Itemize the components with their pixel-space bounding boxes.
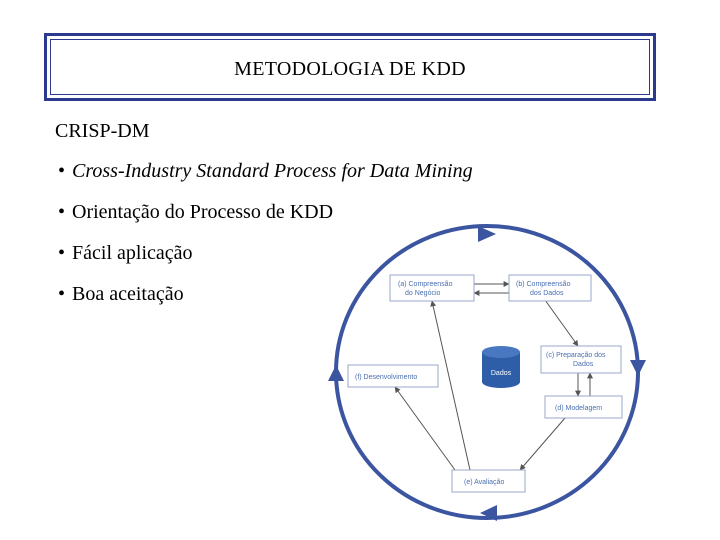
bullet-marker: •	[58, 283, 66, 305]
bullet-item	[58, 160, 473, 201]
phase-label: (a) Compreensão	[398, 281, 453, 288]
phase-box-data-preparation	[541, 346, 621, 373]
phase-label: (b) Compreensão	[516, 281, 571, 288]
phase-label: (f) Desenvolvimento	[355, 374, 418, 381]
phase-label: (e) Avaliação	[464, 479, 505, 486]
bullet-text: Orientação do Processo de KDD	[72, 201, 334, 223]
phase-box-evaluation	[452, 470, 525, 492]
phase-box-deployment	[348, 365, 438, 387]
phase-label: Dados	[573, 361, 594, 368]
bullet-marker: •	[58, 201, 66, 223]
phase-box-business-understanding	[390, 275, 474, 301]
phase-box-modeling	[545, 396, 622, 418]
phase-box-data-understanding	[509, 275, 591, 301]
arrow-e-to-f	[395, 387, 455, 470]
phase-label: dos Dados	[530, 290, 564, 297]
data-cylinder-label: Dados	[490, 370, 512, 377]
bullet-marker: •	[58, 160, 66, 182]
bullet-text: Boa aceitação	[72, 283, 184, 305]
bullet-text: Cross-Industry Standard Process for Data Mining	[72, 160, 473, 182]
slide-title-inner-frame	[50, 39, 650, 95]
slide-title: METODOLOGIA DE KDD	[234, 57, 466, 80]
crisp-dm-diagram	[320, 215, 660, 527]
section-heading: CRISP-DM	[55, 120, 150, 142]
arrow-b-to-c	[545, 300, 578, 346]
data-cylinder-icon	[482, 346, 520, 388]
phase-label: (d) Modelagem	[555, 405, 603, 412]
phase-label: do Negócio	[405, 290, 441, 297]
bullet-marker: •	[58, 242, 66, 264]
cycle-arrow-top-icon	[478, 226, 496, 242]
arrow-d-to-e	[520, 418, 565, 470]
slide-title-frame	[44, 33, 656, 101]
phase-label: (c) Preparação dos	[546, 352, 606, 359]
cycle-arrow-right-icon	[630, 360, 646, 376]
bullet-text: Fácil aplicação	[72, 242, 193, 264]
cycle-arrow-left-icon	[328, 365, 344, 381]
